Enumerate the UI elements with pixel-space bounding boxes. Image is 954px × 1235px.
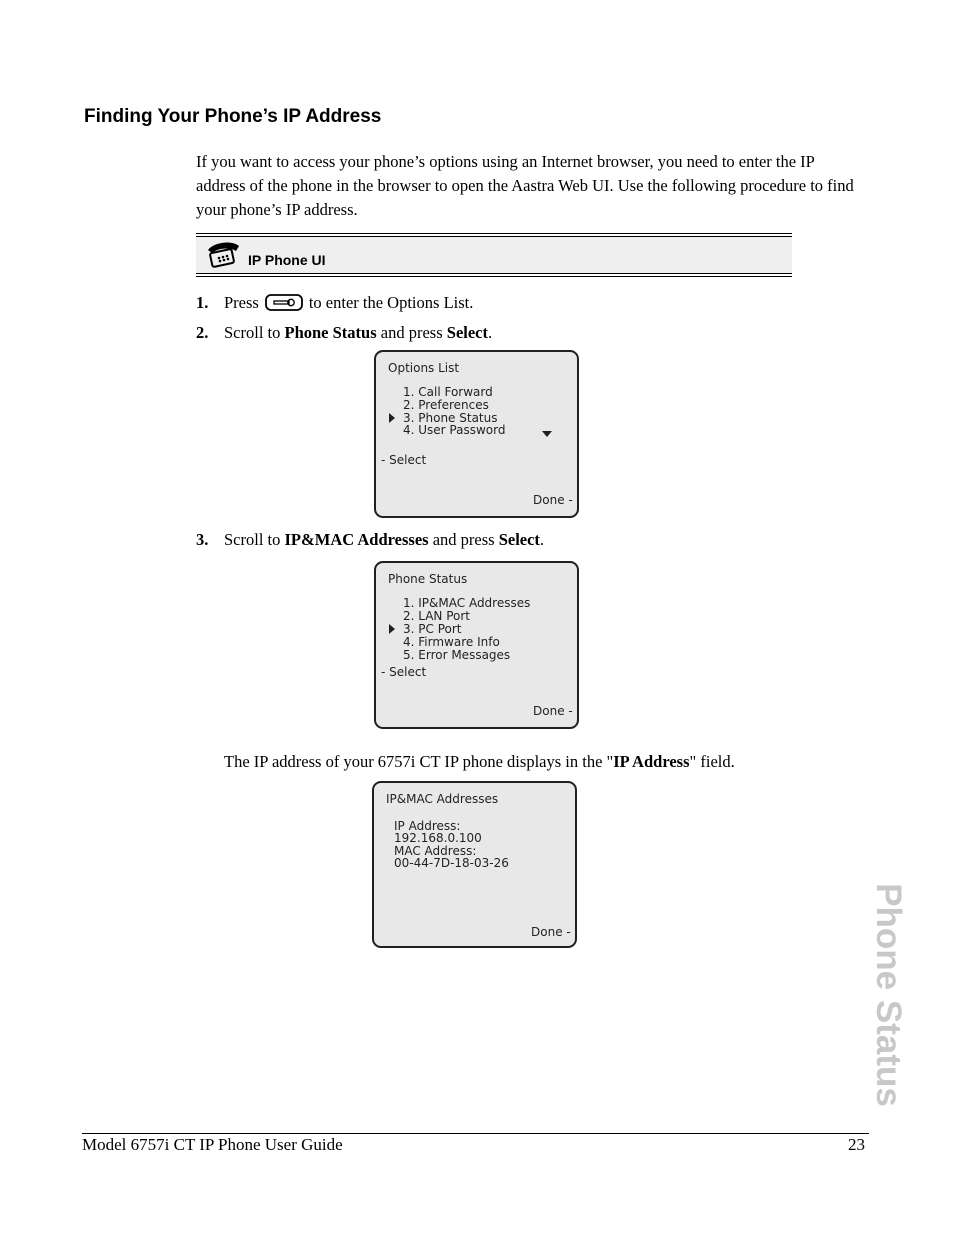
- done-softkey: Done -: [533, 493, 573, 507]
- section-heading: Finding Your Phone’s IP Address: [84, 106, 382, 127]
- screen-title: Options List: [388, 361, 460, 375]
- scroll-down-icon: [542, 431, 552, 437]
- chapter-sidebar-tab: [858, 875, 918, 1115]
- ip-mac-addresses-screen: [372, 781, 577, 948]
- done-softkey: Done -: [531, 925, 571, 939]
- page-number: 23: [848, 1135, 865, 1154]
- list-item: 4. User Password: [403, 423, 506, 437]
- chapter-label: Phone Status: [869, 883, 908, 1107]
- screen-title: IP&MAC Addresses: [386, 792, 499, 806]
- list-item: 3. Phone Status: [403, 411, 498, 425]
- step-2: 2. Scroll to Phone Status and press Select.: [196, 323, 493, 342]
- selection-arrow-icon: [389, 624, 395, 634]
- list-item: 1. Call Forward: [403, 385, 493, 399]
- selection-arrow-icon: [389, 413, 395, 423]
- mac-address-value: 00-44-7D-18-03-26: [394, 856, 509, 870]
- step-3: 3. Scroll to IP&MAC Addresses and press Select.: [196, 530, 545, 549]
- ip-address-note: The IP address of your 6757i CT IP phone displays in the "IP Address" field.: [224, 752, 735, 771]
- footer-guide-title: Model 6757i CT IP Phone User Guide: [82, 1135, 343, 1154]
- list-item: 2. Preferences: [403, 398, 489, 412]
- list-item: 5. Error Messages: [403, 648, 511, 662]
- list-item: 1. IP&MAC Addresses: [403, 596, 531, 610]
- list-item: 3. PC Port: [403, 622, 462, 636]
- done-softkey: Done -: [533, 704, 573, 718]
- banner-label: IP Phone UI: [248, 252, 326, 268]
- select-softkey: - Select: [381, 665, 427, 679]
- list-item: 2. LAN Port: [403, 609, 471, 623]
- list-item: 4. Firmware Info: [403, 635, 500, 649]
- intro-paragraph: If you want to access your phone’s options using an Internet browser, you need to enter the IP address of the phone in the browser to open the Aastra Web UI. Use the following procedure to find your phone’s IP address.: [196, 152, 854, 219]
- ip-address-label: IP Address:: [394, 819, 461, 833]
- ip-address-value: 192.168.0.100: [394, 831, 482, 845]
- step-1: 1. Press to enter the Options List.: [196, 293, 474, 312]
- phone-status-screen: [374, 561, 579, 729]
- options-key-icon: [265, 294, 303, 311]
- ip-phone-ui-banner: [196, 233, 792, 278]
- footer-divider: [82, 1133, 869, 1134]
- select-softkey: - Select: [381, 453, 427, 467]
- options-list-screen: [374, 350, 579, 518]
- phone-handset-icon: [204, 241, 242, 269]
- mac-address-label: MAC Address:: [394, 844, 477, 858]
- screen-title: Phone Status: [388, 572, 468, 586]
